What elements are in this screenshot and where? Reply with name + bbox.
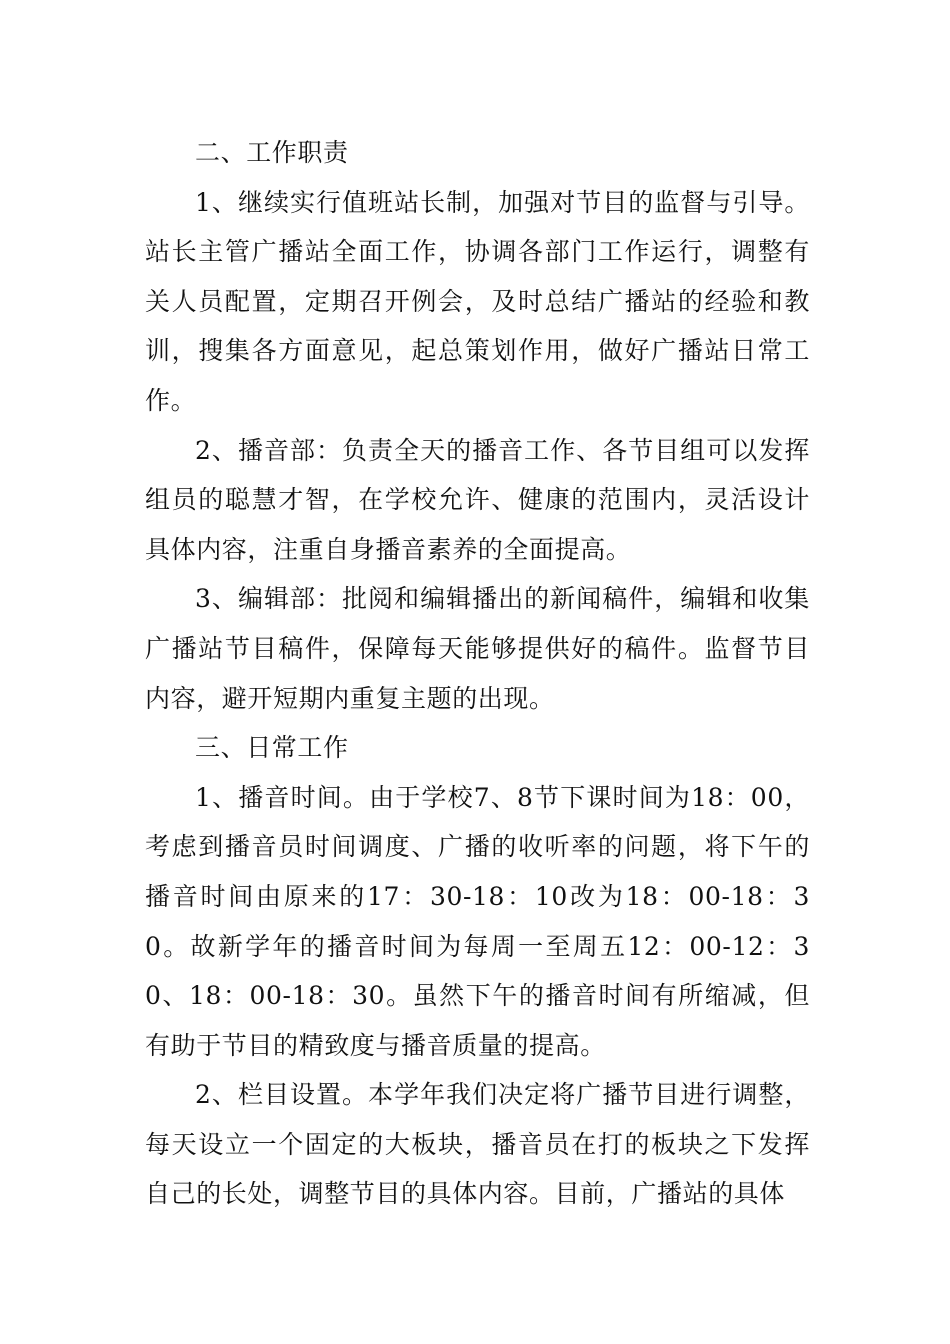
section-heading-duties: 二、工作职责 bbox=[195, 138, 349, 167]
paragraph-duty-1: 1、继续实行值班站长制，加强对节目的监督与引导。站长主管广播站全面工作，协调各部门工作运行，调整有关人员配置，定期召开例会，及时总结广播站的经验和教训，搜集各方面意见，起总策划作用，做好广播站日常工作。 bbox=[145, 187, 810, 415]
paragraph-daily-2: 2、栏目设置。本学年我们决定将广播节目进行调整，每天设立一个固定的大板块，播音员在打的板块之下发挥自己的长处，调整节目的具体内容。目前，广播站的具体 bbox=[145, 1080, 810, 1209]
paragraph-duty-3: 3、编辑部：批阅和编辑播出的新闻稿件，编辑和收集广播站节目稿件，保障每天能够提供好的稿件。监督节目内容，避开短期内重复主题的出现。 bbox=[145, 584, 810, 713]
document-body bbox=[145, 128, 810, 1219]
section-heading-daily-work: 三、日常工作 bbox=[195, 733, 349, 763]
paragraph-duty-2: 2、播音部：负责全天的播音工作、各节目组可以发挥组员的聪慧才智，在学校允许、健康的范围内，灵活设计具体内容，注重自身播音素养的全面提高。 bbox=[145, 435, 810, 564]
paragraph-daily-1: 1、播音时间。由于学校7、8节下课时间为18：00，考虑到播音员时间调度、广播的收听率的问题，将下午的播音时间由原来的17：30-18：10改为18：00-18：30。故新学年的播音时间为每周一至周五12：00-12：30、18：00-18：30。虽然下午的播音时间有所缩减，但有助于节目的精致度与播音质量的提高。 bbox=[145, 782, 810, 1060]
